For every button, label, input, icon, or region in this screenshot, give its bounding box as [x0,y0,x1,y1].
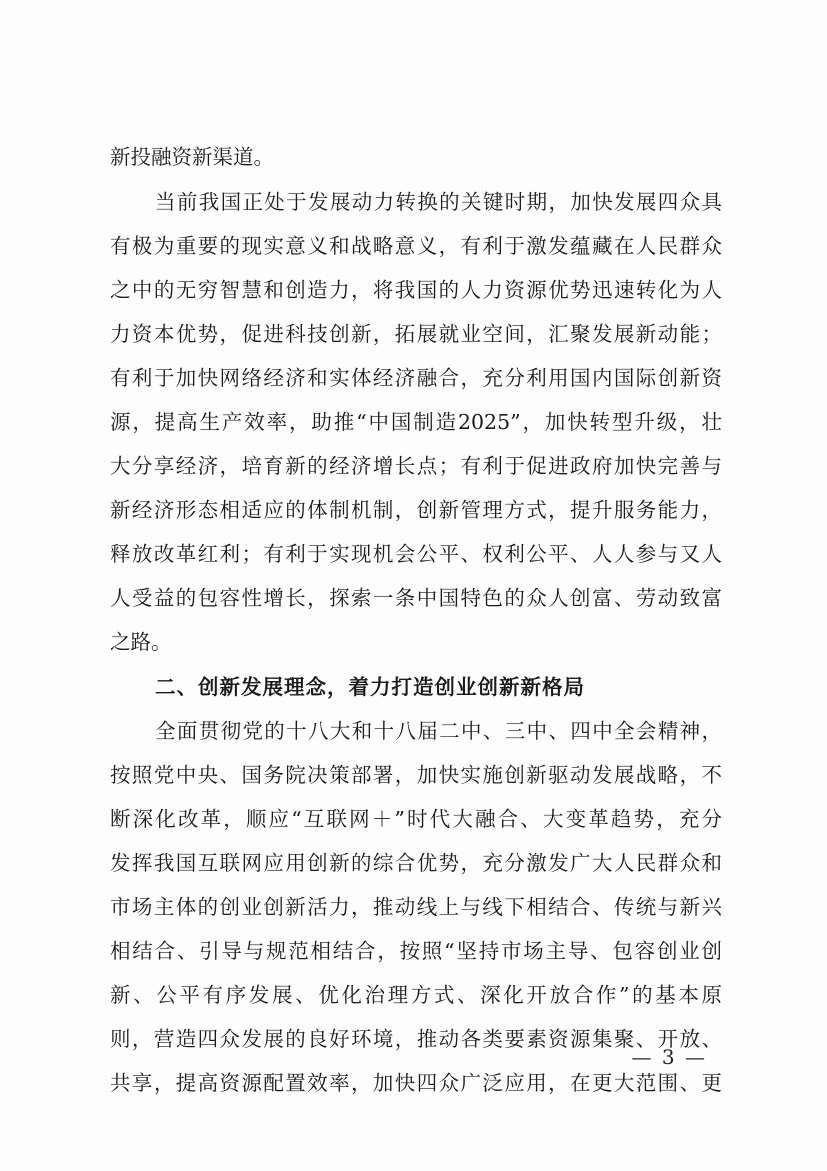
paragraph-line: 新投融资新渠道。 [110,145,274,169]
page-number: — 3 — [631,1045,707,1069]
paragraph-line: 源，提高生产效率，助推“中国制造2025”，加快转型升级，壮 [110,410,722,434]
paragraph-line: 大分享经济，培育新的经济增长点；有利于促进政府加快完善与 [110,454,722,478]
section-heading: 二、创新发展理念，着力打造创业创新新格局 [155,675,585,699]
paragraph-line: 全面贯彻党的十八大和十八届二中、三中、四中全会精神， [155,719,722,743]
paragraph-line: 有极为重要的现实意义和战略意义，有利于激发蕴藏在人民群众 [110,234,722,258]
paragraph-line: 则，营造四众发展的良好环境，推动各类要素资源集聚、开放、 [110,1027,722,1051]
paragraph-line: 断深化改革，顺应“互联网＋”时代大融合、大变革趋势，充分 [110,807,722,831]
paragraph-line: 当前我国正处于发展动力转换的关键时期，加快发展四众具 [155,190,722,214]
paragraph-line: 相结合、引导与规范相结合，按照“坚持市场主导、包容创业创 [110,939,722,963]
paragraph-line: 力资本优势，促进科技创新，拓展就业空间，汇聚发展新动能； [110,322,722,346]
paragraph-line: 有利于加快网络经济和实体经济融合，充分利用国内国际创新资 [110,366,722,390]
paragraph-line: 之中的无穷智慧和创造力，将我国的人力资源优势迅速转化为人 [110,278,722,302]
paragraph-line: 市场主体的创业创新活力，推动线上与线下相结合、传统与新兴 [110,895,722,919]
paragraph-line: 释放改革红利；有利于实现机会公平、权利公平、人人参与又人 [110,542,722,566]
paragraph-line: 之路。 [110,630,172,654]
paragraph-line: 共享，提高资源配置效率，加快四众广泛应用，在更大范围、更 [110,1071,722,1095]
paragraph-line: 按照党中央、国务院决策部署，加快实施创新驱动发展战略，不 [110,763,722,787]
paragraph-line: 新经济形态相适应的体制机制，创新管理方式，提升服务能力， [110,498,722,522]
paragraph-line: 新、公平有序发展、优化治理方式、深化开放合作”的基本原 [110,983,722,1007]
paragraph-line: 人受益的包容性增长，探索一条中国特色的众人创富、劳动致富 [110,586,722,610]
paragraph-line: 发挥我国互联网应用创新的综合优势，充分激发广大人民群众和 [110,851,722,875]
